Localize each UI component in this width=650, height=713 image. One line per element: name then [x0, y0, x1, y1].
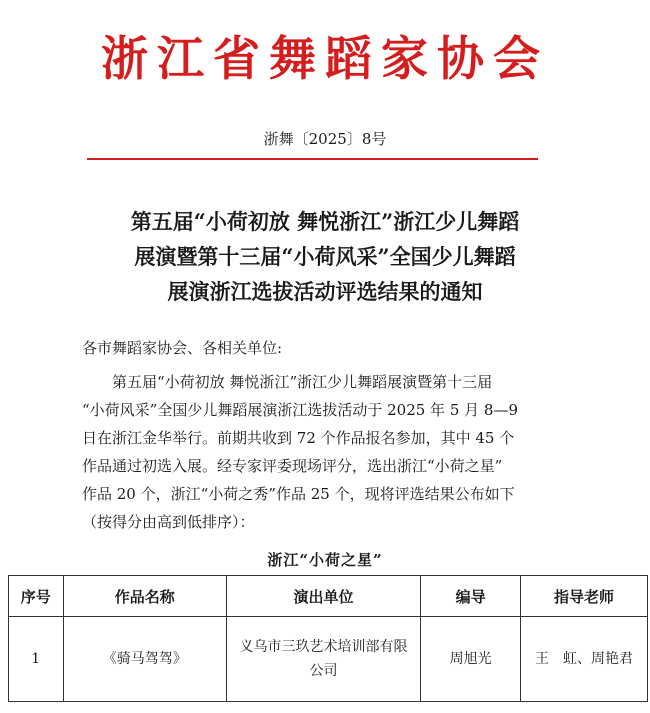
body-paragraph — [82, 368, 622, 536]
header-teacher: 指导老师 — [521, 576, 648, 617]
salutation: 各市舞蹈家协会、各相关单位: — [82, 339, 283, 357]
document-number: 浙舞〔2025〕8号 — [263, 130, 387, 148]
title-line: 展演浙江选拔活动评选结果的通知 — [167, 279, 483, 304]
table-header-row — [9, 576, 648, 617]
table-row — [9, 617, 648, 702]
cell-teacher: 王 虹、周艳君 — [521, 617, 648, 702]
paragraph-line: “小荷风采”全国少儿舞蹈展演浙江选拔活动于 2025 年 5 月 8—9 — [82, 401, 518, 419]
paragraph-line: 作品 20 个，浙江“小荷之秀”作品 25 个，现将评选结果公布如下 — [82, 485, 515, 503]
paragraph-line: 作品通过初选入展。经专家评委现场评分，选出浙江“小荷之星” — [82, 457, 503, 475]
paragraph-line: （按得分由高到低排序）： — [82, 513, 255, 531]
cell-unit: 义乌市三玖艺术培训部有限公司 — [226, 617, 420, 702]
document-title — [40, 204, 610, 309]
header-seq: 序号 — [9, 576, 64, 617]
cell-work: 《骑马驾驾》 — [63, 617, 226, 702]
title-line: 第五届“小荷初放 舞悦浙江”浙江少儿舞蹈 — [130, 209, 520, 234]
results-table — [8, 575, 648, 702]
header-choreographer: 编导 — [421, 576, 521, 617]
header-work: 作品名称 — [63, 576, 226, 617]
title-line: 展演暨第十三届“小荷风采”全国少儿舞蹈 — [134, 244, 516, 269]
paragraph-line: 第五届“小荷初放 舞悦浙江”浙江少儿舞蹈展演暨第十三届 — [112, 373, 493, 391]
cell-choreographer: 周旭光 — [421, 617, 521, 702]
cell-seq: 1 — [9, 617, 64, 702]
table-caption: 浙江“小荷之星” — [267, 551, 383, 569]
organization-name: 浙江省舞蹈家协会 — [101, 32, 549, 87]
header-unit: 演出单位 — [226, 576, 420, 617]
paragraph-line: 日在浙江金华举行。前期共收到 72 个作品报名参加，其中 45 个 — [82, 429, 515, 447]
header-divider — [87, 158, 538, 160]
